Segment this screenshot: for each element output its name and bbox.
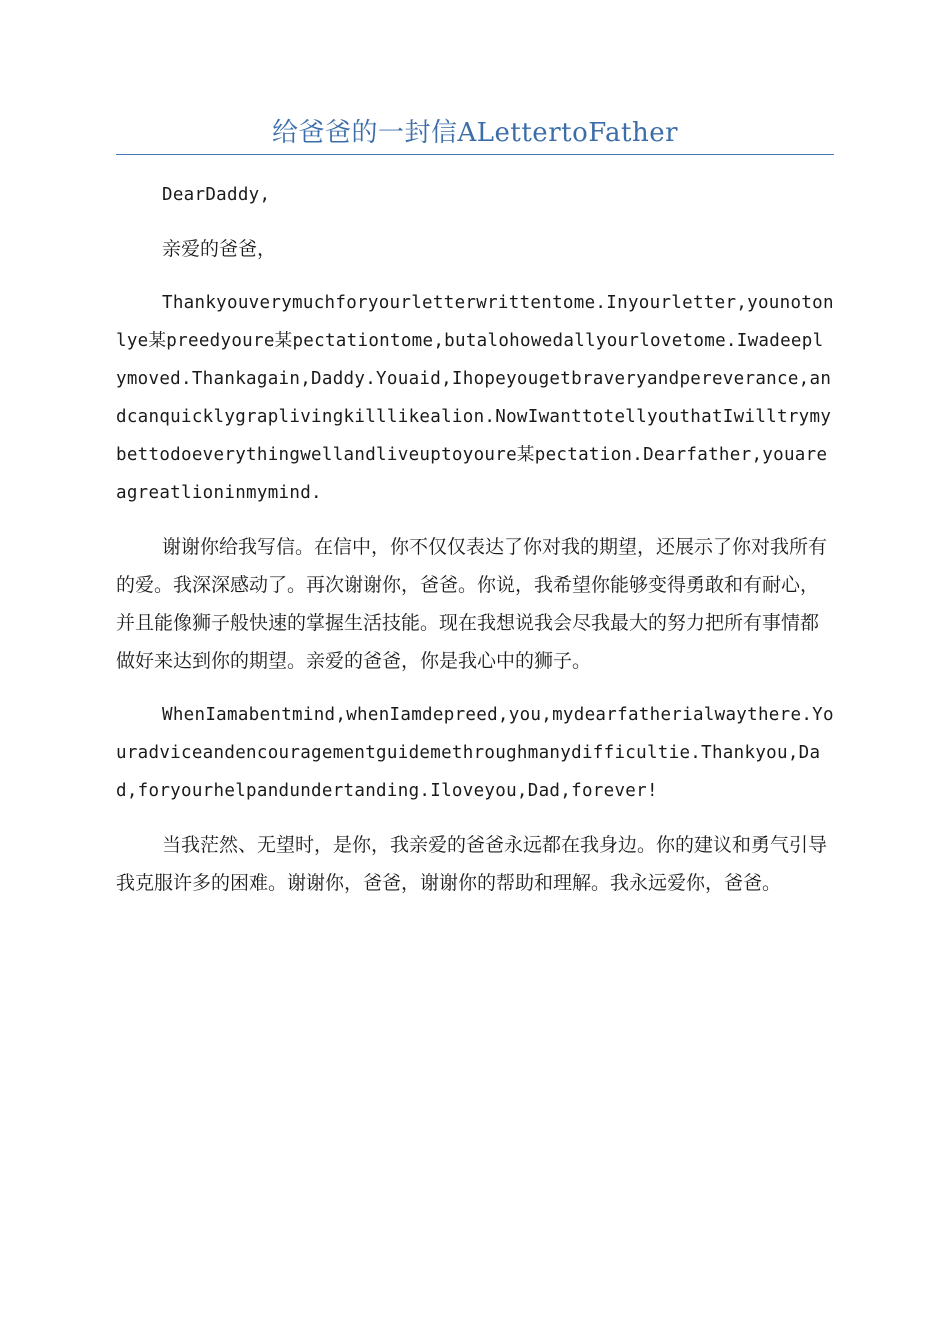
paragraph-english-1: Thankyouverymuchforyourletterwrittentome.Inyourletter,younotonlye某preedyoure某pectationtome,butalohowedallyourlovetome.Iwadeeplymoved.Thankagain,Daddy.Youaid,Ihopeyougetbraveryandpereverance,andcanquicklygraplivingkilllikealion.NowIwanttotellyouthatIwilltrymybettodoeverythingwellandliveuptoyoure某pectation.Dearfather,youareagreatlioninmymind. <box>116 293 834 503</box>
document-title: 给爸爸的一封信ALettertoFather <box>271 118 679 148</box>
salutation-chinese: 亲爱的爸爸， <box>162 238 277 260</box>
paragraph-chinese-2: 当我茫然、无望时，是你，我亲爱的爸爸永远都在我身边。你的建议和勇气引导我克服许多的困难。谢谢你，爸爸，谢谢你的帮助和理解。我永远爱你，爸爸。 <box>116 834 828 894</box>
title-underline <box>116 154 834 155</box>
paragraph-english-2: WhenIamabentmind,whenIamdepreed,you,mydearfatherialwaythere.Youradviceandencouragementguidemethroughmanydifficultie.Thankyou,Dad,foryourhelpandundertanding.Iloveyou,Dad,forever! <box>116 705 834 801</box>
salutation-english: DearDaddy, <box>162 185 271 205</box>
paragraph-chinese-1: 谢谢你给我写信。在信中，你不仅仅表达了你对我的期望，还展示了你对我所有的爱。我深深感动了。再次谢谢你，爸爸。你说，我希望你能够变得勇敢和有耐心，并且能像狮子般快速的掌握生活技能。现在我想说我会尽我最大的努力把所有事情都做好来达到你的期望。亲爱的爸爸，你是我心中的狮子。 <box>116 536 828 672</box>
letter-body <box>116 176 834 918</box>
